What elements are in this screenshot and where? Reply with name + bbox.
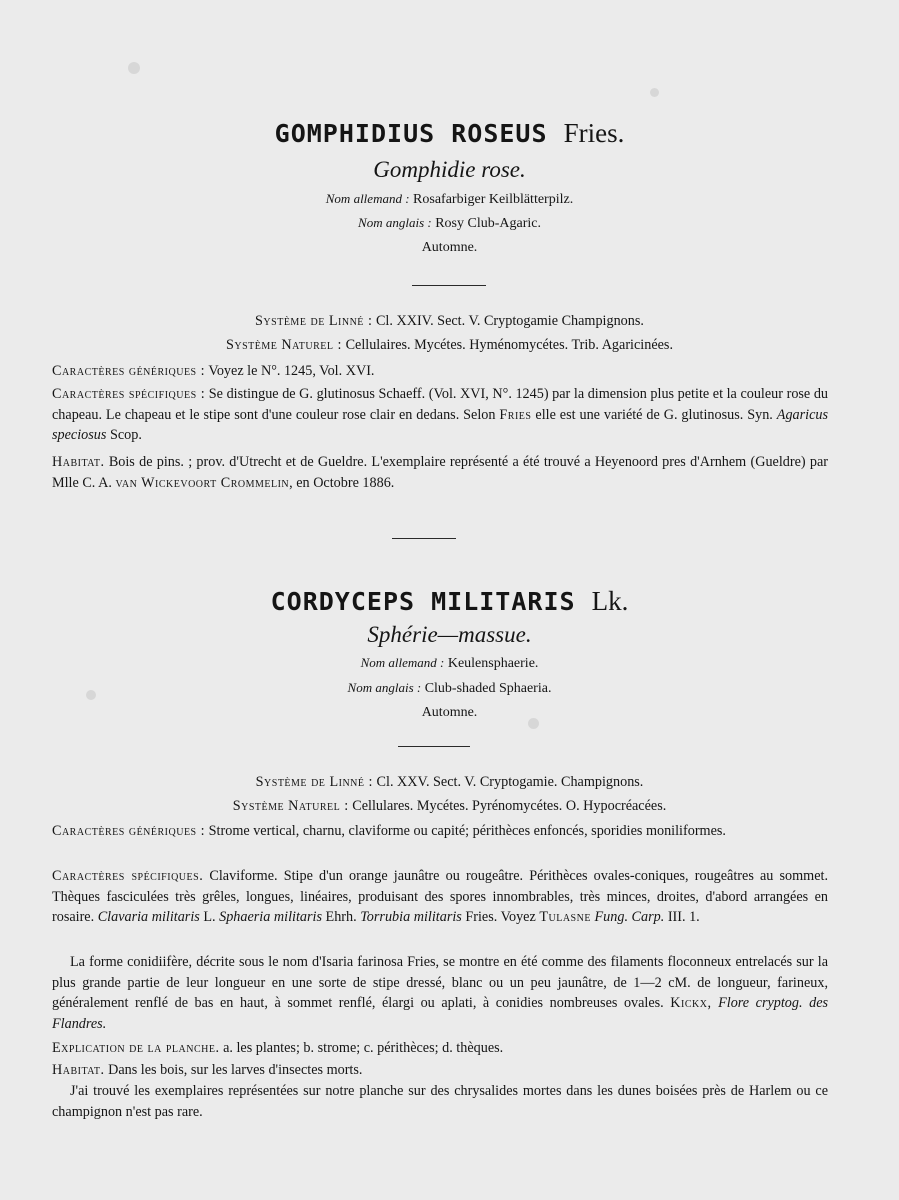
value: Fries. Voyez <box>465 909 536 926</box>
label: Habitat. <box>52 454 105 470</box>
linne-system-2 <box>0 774 899 791</box>
value: a. les plantes; b. strome; c. périthèces; d. thèques. <box>223 1040 504 1056</box>
value: Cl. XXV. Sect. V. Cryptogamie. Champignons. <box>376 774 644 790</box>
value: Dans les bois, sur les larves d'insectes morts. <box>108 1062 363 1078</box>
german-name-2 <box>0 655 899 672</box>
label: Système de Linné : <box>255 774 373 790</box>
label: Caractères génériques : <box>52 363 206 379</box>
label: Caractères spécifiques : <box>52 386 206 402</box>
label: Système de Linné : <box>255 313 373 329</box>
collector-name: van Wickevoort Crommelin <box>115 474 290 491</box>
english-value: Rosy Club-Agaric. <box>435 216 541 231</box>
author-name: Tulasne <box>539 909 591 926</box>
divider <box>412 285 486 286</box>
label: Habitat. <box>52 1062 105 1078</box>
german-label: Nom allemand : <box>360 655 445 670</box>
divider <box>398 746 470 747</box>
value: Claviforme. Stipe d'un orange jaunâtre ou rougeâtre. Périthèces ovales-coniques, rougeâtres au sommet. Thèques fasciculées très grêles, longues, linéaires, produisant des spores innombrables, très minces, droites, d'abord arrangées en rosaire. <box>52 868 829 926</box>
species-common-name-1: Gomphidie rose. <box>373 157 526 182</box>
value: , en Octobre 1886. <box>289 474 395 491</box>
value: Cl. XXIV. Sect. V. Cryptogamie Champignons. <box>375 313 644 329</box>
species-name: GOMPHIDIUS ROSEUS <box>274 119 548 148</box>
value: Cellulares. Mycétes. Pyrénomycétes. O. Hypocréacées. <box>352 798 667 814</box>
specific-characters-1 <box>52 384 828 446</box>
species-author: Fries. <box>563 118 625 148</box>
paper-spot <box>650 88 659 97</box>
value: III. 1. <box>667 909 700 926</box>
natural-system-1 <box>0 337 899 354</box>
synonym: Sphaeria militaris <box>219 909 322 926</box>
species-author: Lk. <box>591 586 629 616</box>
species-name: CORDYCEPS MILITARIS <box>270 587 576 616</box>
label: Explication de la planche. <box>52 1040 220 1056</box>
value: Bois de pins. ; prov. d'Utrecht et de Gueldre. L'exemplaire représenté a été trouvé a Heyenoord pres d'Arnhem (Gueldre) par Mlle C. A. <box>52 454 829 491</box>
label: Caractères génériques : <box>52 823 206 839</box>
species-title-1 <box>0 118 899 149</box>
label: Système Naturel : <box>232 798 349 814</box>
value: L. <box>203 909 216 926</box>
german-value: Keulensphaerie. <box>447 656 539 671</box>
plate-explanation-2 <box>52 1038 828 1059</box>
reference: Fung. Carp. <box>594 909 665 926</box>
author-name: Fries <box>499 406 532 423</box>
paper-spot <box>128 62 140 74</box>
label: Caractères spécifiques. <box>52 868 204 884</box>
generic-characters-2 <box>52 821 828 842</box>
conidial-form-2 <box>52 952 828 1035</box>
english-label: Nom anglais : <box>358 215 432 230</box>
specific-characters-2 <box>52 866 828 928</box>
synonym: Agaricus speciosus <box>52 406 829 444</box>
value: Voyez le N°. 1245, Vol. XVI. <box>208 363 375 379</box>
synonym: Clavaria militaris <box>97 909 200 926</box>
value: Ehrh. <box>325 909 357 926</box>
english-name-1 <box>0 215 899 232</box>
season-1: Automne. <box>421 240 478 255</box>
value: elle est une variété de G. glutinosus. Syn. <box>535 406 773 423</box>
species-title-2 <box>0 586 899 617</box>
english-name-2 <box>0 680 899 697</box>
german-value: Rosafarbiger Keilblätterpilz. <box>413 192 574 207</box>
habitat-1 <box>52 452 828 493</box>
value: Se distingue de G. glutinosus Schaeff. (Vol. XVI, N°. 1245) par la dimension plus petite et la couleur rose du chapeau. Le chapeau et le stipe sont d'une couleur rose clair en dedans. Selon <box>52 386 829 423</box>
species-common-name-2: Sphérie—massue. <box>367 622 532 647</box>
generic-characters-1 <box>52 361 828 382</box>
reference: Flore cryptog. des Flandres. <box>52 995 829 1033</box>
value: Strome vertical, charnu, claviforme ou capité; périthèces enfoncés, sporidies moniliformes. <box>208 823 726 839</box>
value: Cellulaires. Mycétes. Hyménomycétes. Trib. Agaricinées. <box>345 337 673 353</box>
synonym: Torrubia militaris <box>360 909 462 926</box>
label: Système Naturel : <box>226 337 343 353</box>
english-value: Club-shaded Sphaeria. <box>424 681 552 696</box>
season-2: Automne. <box>421 705 478 720</box>
collector-note-2: J'ai trouvé les exemplaires représentées sur notre planche sur des chrysalides mortes dans les dunes boisées près de Harlem ou ce champignon n'est pas rare. <box>52 1083 828 1120</box>
habitat-2 <box>52 1060 828 1081</box>
author-name: Kickx, <box>670 995 712 1012</box>
german-label: Nom allemand : <box>325 191 410 206</box>
english-label: Nom anglais : <box>347 680 422 695</box>
german-name-1 <box>0 191 899 208</box>
natural-system-2 <box>0 798 899 815</box>
section-divider <box>392 538 456 539</box>
value: La forme conidiifère, décrite sous le nom d'Isaria farinosa Fries, se montre en été comme des filaments floconneux entrelacés sur la plus grande partie de leur longueur en une sorte de stipe dressé, blanc ou un peu jaunâtre, de 1—2 cM. de longueur, farineux, généralement renflé de bas en haut, à sommet renflé, élargi ou aplati, à conidies nombreuses ovales. <box>52 954 828 1012</box>
linne-system-1 <box>0 313 899 330</box>
value: Scop. <box>109 427 142 444</box>
